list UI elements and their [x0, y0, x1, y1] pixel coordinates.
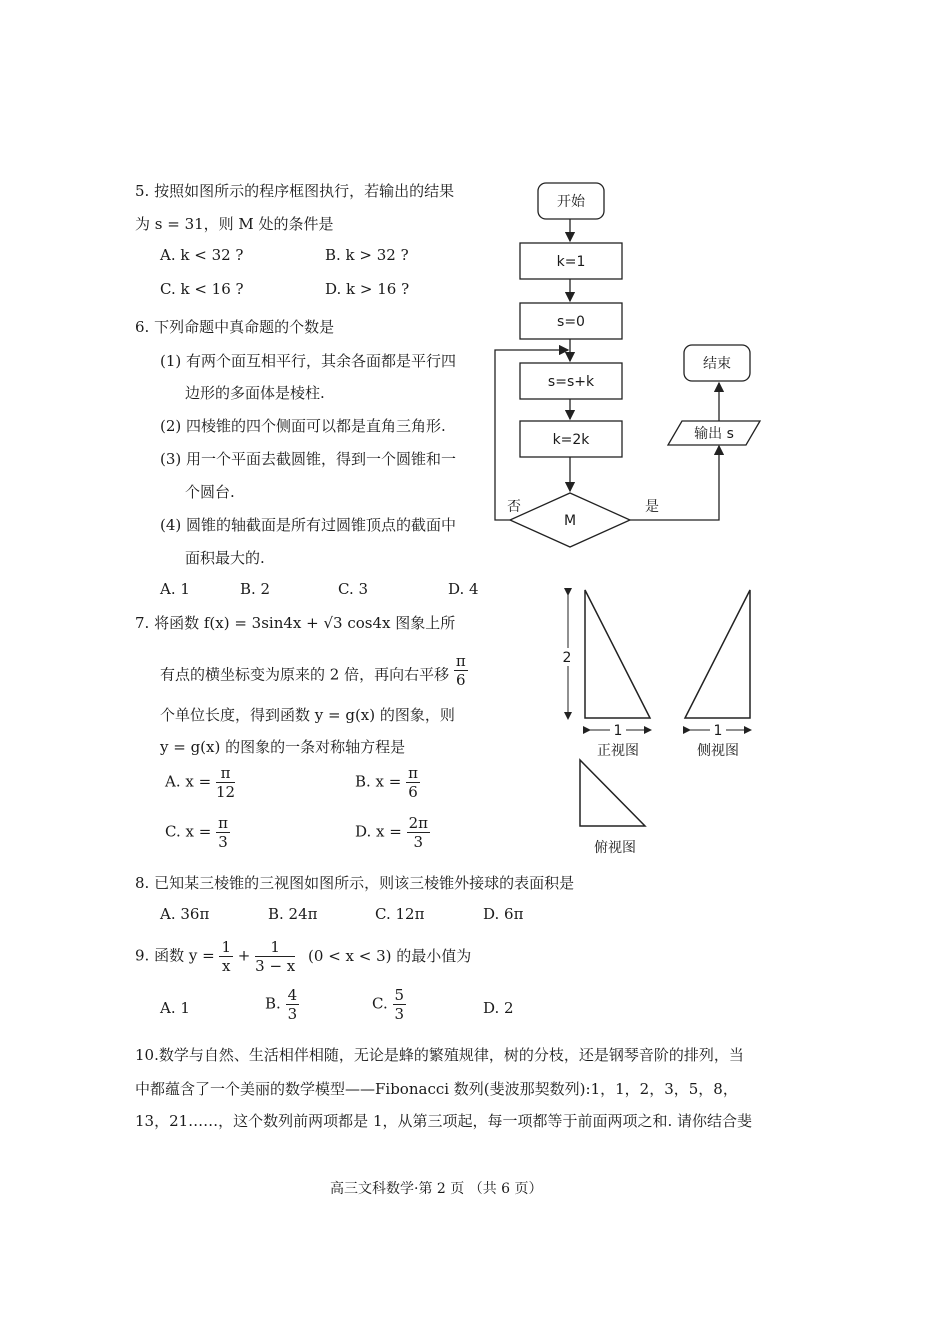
q9-option-c-fraction	[393, 986, 407, 1023]
q9-option-b	[265, 986, 299, 1023]
q8-option-d: D. 6π	[483, 905, 524, 923]
k2k-label: k=2k	[552, 432, 590, 448]
q9-stem	[135, 938, 471, 975]
q6-prop1-line2: 边形的多面体是棱柱.	[185, 384, 325, 402]
q6-option-c: C. 3	[338, 580, 369, 598]
side-width-label: 1	[713, 723, 723, 739]
q7-option-b-fraction	[406, 764, 420, 801]
q7-option-d-numerator: 2π	[408, 814, 429, 832]
q6-prop4-line2: 面积最大的.	[185, 549, 265, 567]
yes-arrow	[630, 446, 719, 520]
front-width-label: 1	[613, 723, 623, 739]
condition-label: M	[563, 513, 577, 529]
q7-option-b-label: B. x =	[355, 772, 402, 791]
q9-option-b-numerator: 4	[287, 986, 298, 1004]
q7-option-b-denominator: 6	[408, 783, 418, 801]
no-label: 否	[507, 499, 521, 515]
top-view-label: 俯视图	[594, 840, 636, 856]
q7-line1: 7. 将函数 f(x) = 3sin4x + √3 cos4x 图象上所	[135, 614, 456, 632]
q7-line2-text: 有点的横坐标变为原来的 2 倍，再向右平移	[160, 665, 450, 684]
q6-option-d: D. 4	[448, 580, 479, 598]
q6-prop3-line1: (3) 用一个平面去截圆锥，得到一个圆锥和一	[160, 450, 457, 468]
three-views-diagram	[550, 580, 770, 860]
q9-option-c-label: C.	[372, 994, 388, 1013]
q9-fraction-1-numerator: 1	[221, 938, 231, 956]
q9-fraction-1-denominator: x	[221, 957, 231, 975]
q9-option-c	[372, 986, 406, 1023]
q6-prop1-line1: (1) 有两个面互相平行，其余各面都是平行四	[160, 352, 457, 370]
q7-option-b-numerator: π	[408, 764, 418, 782]
q9-stem-suffix: (0 < x < 3) 的最小值为	[308, 946, 472, 965]
q6-option-b: B. 2	[240, 580, 271, 598]
q7-option-a-denominator: 12	[215, 783, 236, 801]
q9-option-c-denominator: 3	[394, 1005, 405, 1023]
q6-prop3-line2: 个圆台.	[185, 483, 235, 501]
q8-option-c: C. 12π	[375, 905, 425, 923]
q7-shift-denominator: 6	[456, 671, 466, 689]
q8-option-a: A. 36π	[160, 905, 210, 923]
q9-plus: +	[237, 946, 251, 965]
q5-option-b: B. k > 32 ?	[325, 246, 409, 264]
ssk-label: s=s+k	[547, 374, 595, 390]
q6-stem: 6. 下列命题中真命题的个数是	[135, 318, 335, 336]
front-view-triangle	[585, 590, 650, 718]
q6-option-a: A. 1	[160, 580, 190, 598]
q5-line2: 为 s = 31，则 M 处的条件是	[135, 215, 334, 233]
q9-stem-prefix: 9. 函数 y =	[135, 946, 215, 965]
q7-line4: y = g(x) 的图象的一条对称轴方程是	[160, 738, 406, 756]
q7-option-d-label: D. x =	[355, 822, 402, 841]
q7-option-c-label: C. x =	[165, 822, 212, 841]
side-view-triangle	[685, 590, 750, 718]
q7-option-b	[355, 764, 420, 801]
output-label: 输出 s	[694, 426, 734, 442]
q9-option-d: D. 2	[483, 999, 514, 1017]
q7-shift-numerator: π	[455, 652, 466, 670]
s0-label: s=0	[557, 314, 585, 330]
k1-label: k=1	[556, 254, 586, 270]
end-label: 结束	[703, 356, 731, 372]
q5-line1: 5. 按照如图所示的程序框图执行，若输出的结果	[135, 182, 455, 200]
q7-option-d	[355, 814, 430, 851]
q7-option-c-denominator: 3	[218, 833, 228, 851]
q7-option-a-fraction	[216, 764, 235, 801]
q7-option-c	[165, 814, 230, 851]
q7-line3: 个单位长度，得到函数 y = g(x) 的图象，则	[160, 706, 455, 724]
side-view-label: 侧视图	[697, 743, 739, 759]
q9-option-b-fraction	[286, 986, 300, 1023]
page-footer: 高三文科数学·第 2 页 （共 6 页）	[330, 1181, 543, 1197]
q8-stem: 8. 已知某三棱锥的三视图如图所示，则该三棱锥外接球的表面积是	[135, 874, 575, 892]
start-label: 开始	[557, 194, 585, 210]
q7-option-d-denominator: 3	[413, 833, 424, 851]
top-view-triangle	[580, 760, 645, 826]
q10-line1: 10.数学与自然、生活相伴相随，无论是蜂的繁殖规律，树的分枝，还是钢琴音阶的排列，当	[135, 1046, 744, 1064]
front-view-label: 正视图	[597, 743, 639, 759]
q6-prop4-line1: (4) 圆锥的轴截面是所有过圆锥顶点的截面中	[160, 516, 457, 534]
q9-fraction-2	[255, 938, 295, 975]
q7-option-a-numerator: π	[216, 764, 235, 783]
q7-shift-fraction	[454, 652, 468, 689]
q10-line3: 13，21……，这个数列前两项都是 1，从第三项起，每一项都等于前面两项之和. 请你结合斐	[135, 1112, 753, 1130]
q9-fraction-1	[219, 938, 233, 975]
yes-label: 是	[645, 499, 659, 515]
q7-option-a-label: A. x =	[165, 772, 212, 791]
q9-fraction-2-numerator: 1	[255, 938, 295, 957]
q8-option-b: B. 24π	[268, 905, 318, 923]
program-flowchart	[490, 175, 770, 560]
q7-option-c-numerator: π	[218, 814, 228, 832]
q5-option-a: A. k < 32 ?	[160, 246, 244, 264]
q5-option-c: C. k < 16 ?	[160, 280, 244, 298]
q7-option-d-fraction	[407, 814, 430, 851]
q9-option-b-denominator: 3	[287, 1005, 298, 1023]
q9-option-b-label: B.	[265, 994, 281, 1013]
q5-option-d: D. k > 16 ?	[325, 280, 410, 298]
q7-line2	[160, 652, 468, 689]
q7-option-a	[165, 764, 235, 801]
height-label: 2	[562, 650, 572, 666]
q9-fraction-2-denominator: 3 − x	[255, 957, 296, 975]
q10-line2: 中都蕴含了一个美丽的数学模型——Fibonacci 数列(斐波那契数列):1，1，2，3，5，8，	[135, 1080, 738, 1098]
q6-prop2: (2) 四棱锥的四个侧面可以都是直角三角形.	[160, 417, 446, 435]
q9-option-c-numerator: 5	[394, 986, 405, 1004]
q7-option-c-fraction	[216, 814, 230, 851]
q9-option-a: A. 1	[160, 999, 190, 1017]
